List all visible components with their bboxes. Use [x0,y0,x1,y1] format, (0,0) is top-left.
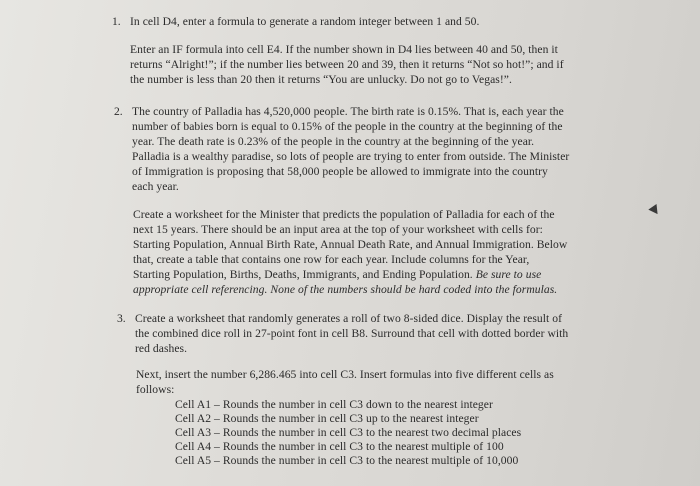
question-1-number: 1. [112,15,121,28]
question-2-italic-note-a: Be sure to use [475,268,542,281]
question-3-cell-a2: Cell A2 – Rounds the number in cell C3 up to the nearest integer [175,412,479,425]
question-1-para-line-3: the number is less than 20 then it returns “You are unlucky. Do not go to Vegas!”. [130,73,512,86]
question-3-para1-line-2: the combined dice roll in 27-point font in cell B8. Surround that cell with dotted border with [135,327,569,340]
question-2-para1-line-1: The country of Palladia has 4,520,000 people. The birth rate is 0.15%. That is, each year the [132,105,564,118]
question-2-para2-line-1: Create a worksheet for the Minister that predicts the population of Palladia for each of the [133,208,555,221]
question-2-para1-line-6: each year. [132,180,179,193]
question-2-italic-note-b: appropriate cell referencing. None of the numbers should be hard coded into the formulas. [133,283,558,296]
question-2-para2-line-2: next 15 years. There should be an input area at the top of your worksheet with cells for: [133,223,543,236]
question-3-cell-a5: Cell A5 – Rounds the number in cell C3 to the nearest multiple of 10,000 [175,454,519,467]
question-1-para-line-1: Enter an IF formula into cell E4. If the number shown in D4 lies between 40 and 50, then it [130,43,558,56]
question-3-cell-a4: Cell A4 – Rounds the number in cell C3 to the nearest multiple of 100 [175,440,504,453]
mouse-cursor-icon [648,204,661,217]
question-2-para1-line-5: of Immigration is proposing that 58,000 people be allowed to immigrate into the country [132,165,548,178]
question-2-para2-line-5 [133,267,541,282]
question-3-para1-line-3: red dashes. [135,342,188,355]
question-2-para2-line-4: that, create a table that contains one row for each year. Include columns for the Year, [133,253,530,266]
question-2-para1-line-3: year. The death rate is 0.23% of the people in the country at the beginning of the year. [132,135,535,148]
question-3-para2-line-2: follows: [136,383,175,396]
question-2-para1-line-2: number of babies born is equal to 0.15% of the people in the country at the beginning of the [132,120,563,133]
question-3-para2-line-1: Next, insert the number 6,286.465 into cell C3. Insert formulas into five different cells as [136,368,554,381]
question-3-para1-line-1: Create a worksheet that randomly generates a roll of two 8-sided dice. Display the result of [135,312,562,325]
question-1-line: In cell D4, enter a formula to generate a random integer between 1 and 50. [130,15,480,28]
question-2-number: 2. [114,105,123,118]
question-3-cell-a3: Cell A3 – Rounds the number in cell C3 to the nearest two decimal places [175,426,522,439]
question-1-para-line-2: returns “Alright!”; if the number lies between 20 and 39, then it returns “Not so hot!”; and if [130,58,564,71]
question-2-para1-line-4: Palladia is a wealthy paradise, so lots of people are trying to enter from outside. The Minister [132,150,570,163]
question-2-para2-line-3: Starting Population, Annual Birth Rate, Annual Death Rate, and Annual Immigration. Below [133,238,568,251]
question-3-number: 3. [117,312,126,325]
question-2-para2-line-5-text: Starting Population, Births, Deaths, Immigrants, and Ending Population. [133,268,473,281]
question-3-cell-a1: Cell A1 – Rounds the number in cell C3 down to the nearest integer [175,398,493,411]
